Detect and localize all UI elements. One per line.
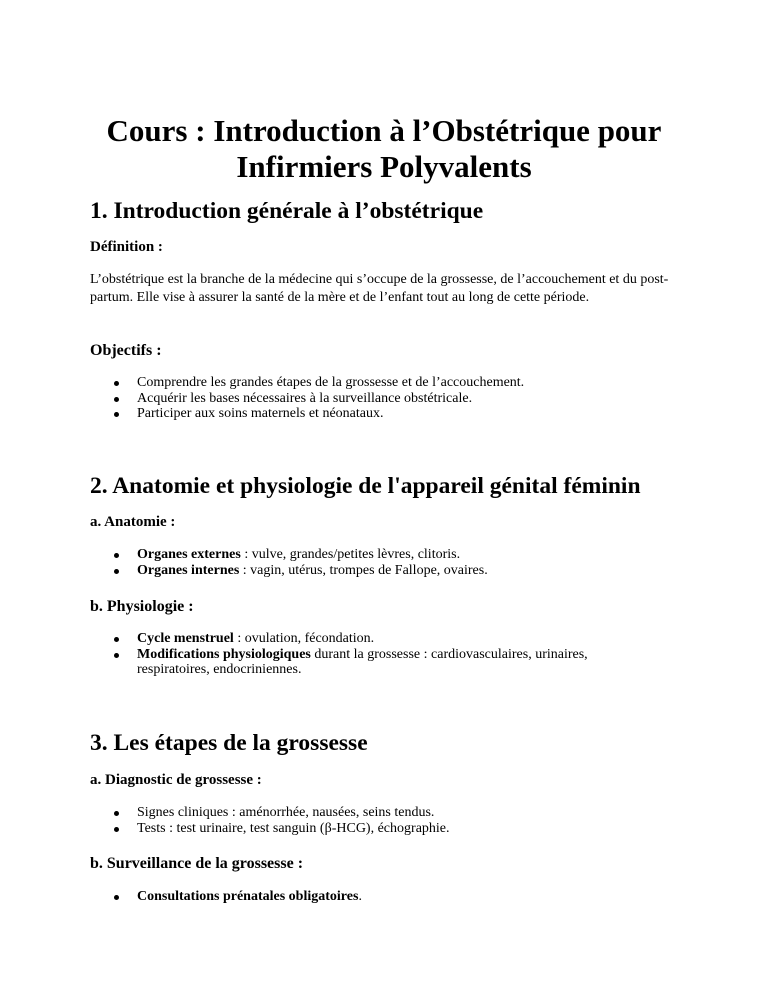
anatomy-list xyxy=(90,547,650,578)
item-text: : vulve, grandes/petites lèvres, clitoris. xyxy=(240,547,461,562)
item-text: : ovulation, fécondation. xyxy=(233,631,375,646)
item-text: durant la grossesse : cardiovasculaires, urinaires, respiratoires, endocriniennes. xyxy=(137,646,588,677)
list-item xyxy=(90,889,650,905)
monitoring-label: b. Surveillance de la grossesse : xyxy=(90,855,304,872)
list-item xyxy=(90,563,650,579)
item-text: . xyxy=(358,889,362,904)
document-title: Cours : Introduction à l’Obstétrique pour Infirmiers Polyvalents xyxy=(106,113,662,184)
item-term: Cycle menstruel xyxy=(137,631,234,646)
objectives-list xyxy=(90,375,650,422)
list-item: Acquérir les bases nécessaires à la surveillance obstétricale. xyxy=(90,391,650,407)
list-item: Tests : test urinaire, test sanguin (β-HCG), échographie. xyxy=(90,821,650,837)
diagnosis-label: a. Diagnostic de grossesse : xyxy=(90,772,262,788)
definition-label: Définition : xyxy=(90,239,163,255)
list-item: Signes cliniques : aménorrhée, nausées, seins tendus. xyxy=(90,805,650,821)
monitoring-list xyxy=(90,889,650,905)
physiology-list xyxy=(90,631,650,678)
anatomy-label: a. Anatomie : xyxy=(90,514,176,530)
item-term: Organes internes xyxy=(137,562,240,578)
diagnosis-list xyxy=(90,805,650,836)
section-2-heading: 2. Anatomie et physiologie de l'appareil génital féminin xyxy=(90,473,641,499)
list-item xyxy=(90,631,650,647)
section-1-heading: 1. Introduction générale à l’obstétrique xyxy=(90,198,484,224)
item-term: Modifications physiologiques xyxy=(137,646,311,662)
objectives-label: Objectifs : xyxy=(90,342,162,359)
list-item: Comprendre les grandes étapes de la grossesse et de l’accouchement. xyxy=(90,375,650,391)
physiology-label: b. Physiologie : xyxy=(90,598,194,615)
list-item xyxy=(90,647,650,678)
item-text: : vagin, utérus, trompes de Fallope, ovaires. xyxy=(239,562,488,578)
item-term: Organes externes xyxy=(137,547,241,562)
section-3-heading: 3. Les étapes de la grossesse xyxy=(90,730,368,756)
definition-paragraph: L’obstétrique est la branche de la médecine qui s’occupe de la grossesse, de l’accouchement et du post-partum. Elle vise à assurer la santé de la mère et de l’enfant tout au long de cette période. xyxy=(90,272,669,305)
item-term: Consultations prénatales obligatoires xyxy=(137,889,359,904)
list-item: Participer aux soins maternels et néonataux. xyxy=(90,406,650,422)
list-item xyxy=(90,547,650,563)
